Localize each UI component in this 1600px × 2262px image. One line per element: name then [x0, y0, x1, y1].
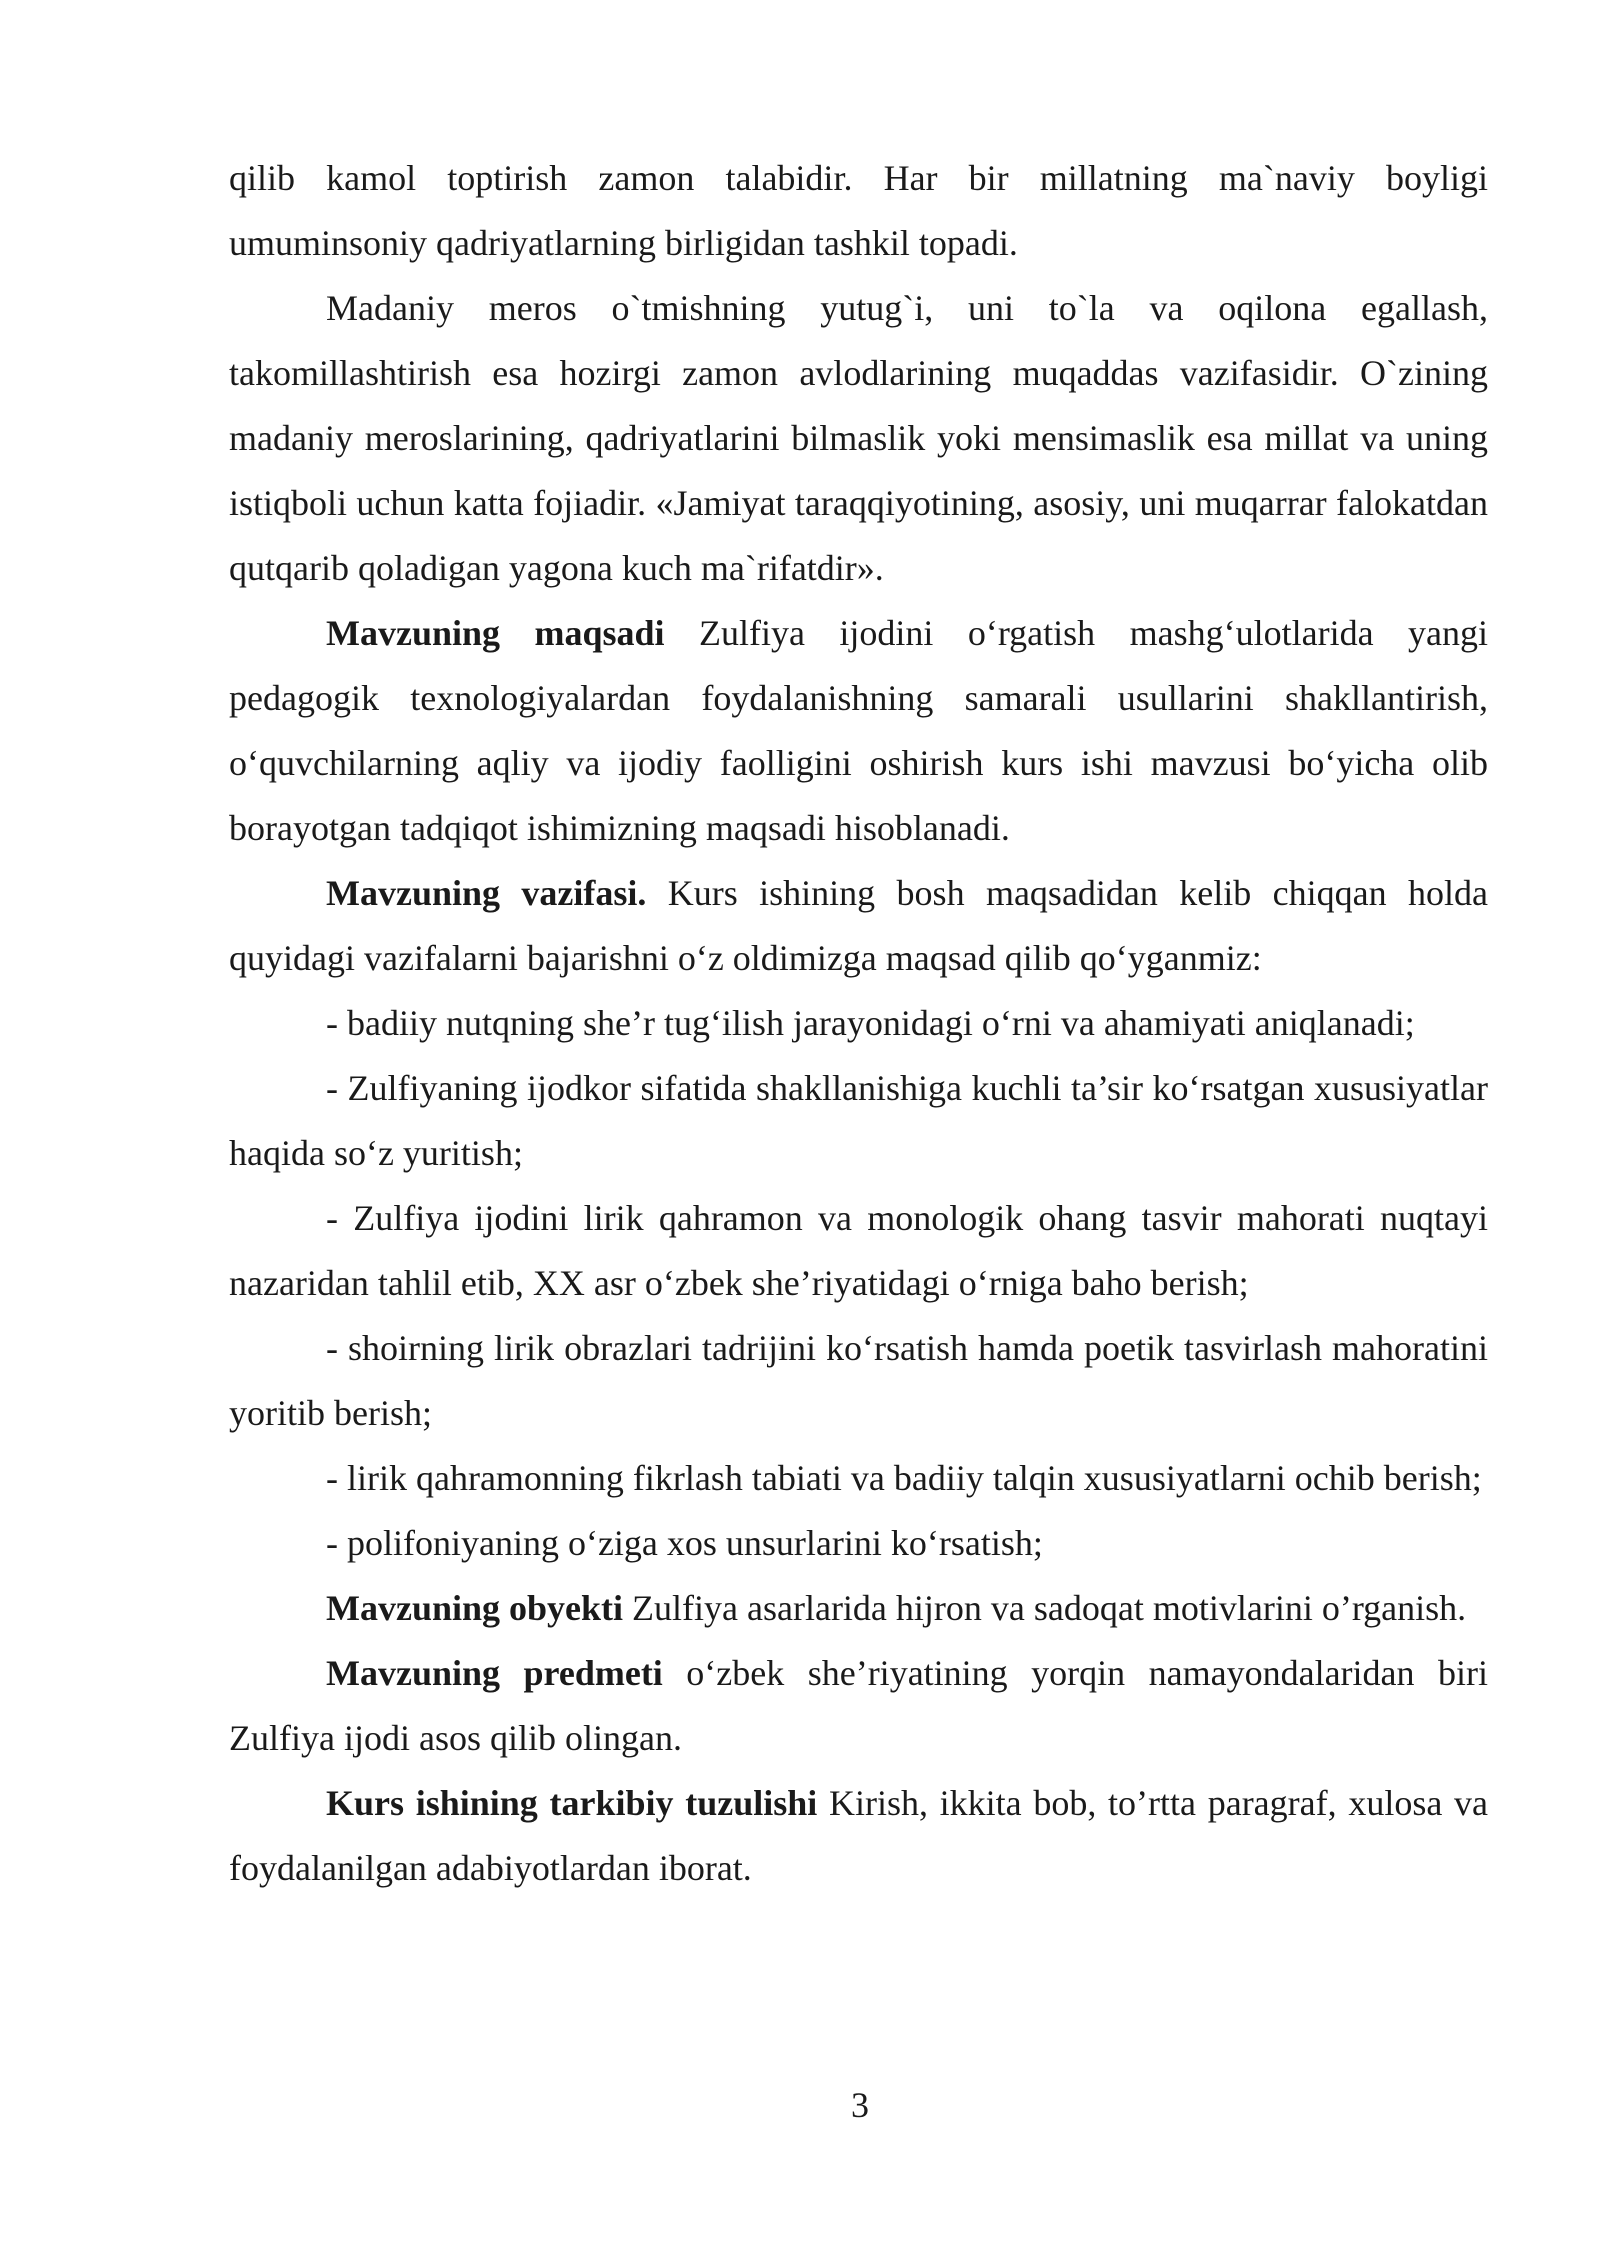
paragraph-heading: Kurs ishining tarkibiy tuzulishi [326, 1783, 818, 1823]
list-item-task [229, 1186, 1488, 1316]
paragraph-heading: Mavzuning obyekti [326, 1588, 624, 1628]
paragraph-text: qilib kamol toptirish zamon talabidir. Har bir millatning ma`naviy boyligi umuminsoniy qadriyatlarning birligidan tashkil topadi. [229, 158, 1488, 263]
list-item-text: - Zulfiyaning ijodkor sifatida shakllanishiga kuchli ta’sir ko‘rsatgan xususiyatlar haqida so‘z yuritish; [229, 1068, 1488, 1173]
paragraph-cultural-heritage [229, 276, 1488, 601]
paragraph-topic-tasks [229, 861, 1488, 991]
paragraph-structure [229, 1771, 1488, 1901]
list-item-task [229, 1316, 1488, 1446]
paragraph-text: Kirish, ikkita bob, to’rtta paragraf, xulosa va foydalanilgan adabiyotlardan iborat. [229, 1783, 1488, 1888]
paragraph-text: Zulfiya ijodini o‘rgatish mashg‘ulotlarida yangi pedagogik texnologiyalardan foydalanishning samarali usullarini shakllantirish, o‘quvchilarning aqliy va ijodiy faolligini oshirish kurs ishi mavzusi bo‘yicha olib borayotgan tadqiqot ishimizning maqsadi hisoblanadi. [229, 613, 1488, 848]
list-item-task [229, 1056, 1488, 1186]
paragraph-heading: Mavzuning predmeti [326, 1653, 663, 1693]
list-item-text: - Zulfiya ijodini lirik qahramon va monologik ohang tasvir mahorati nuqtayi nazaridan tahlil etib, XX asr o‘zbek she’riyatidagi o‘rniga baho berish; [229, 1198, 1488, 1303]
paragraph-text: o‘zbek she’riyatining yorqin namayondalaridan biri Zulfiya ijodi asos qilib olingan. [229, 1653, 1488, 1758]
paragraph-text: Kurs ishining bosh maqsadidan kelib chiqqan holda quyidagi vazifalarni bajarishni o‘z oldimizga maqsad qilib qo‘yganmiz: [229, 873, 1488, 978]
paragraph-heading: Mavzuning vazifasi. [326, 873, 647, 913]
body-text [229, 146, 1488, 1901]
list-item-text: - polifoniyaning o‘ziga xos unsurlarini ko‘rsatish; [326, 1523, 1043, 1563]
list-item-text: - lirik qahramonning fikrlash tabiati va badiiy talqin xususiyatlarni ochib berish; [326, 1458, 1482, 1498]
list-item-task [229, 1446, 1488, 1511]
paragraph-heading: Mavzuning maqsadi [326, 613, 665, 653]
page-number: 3 [851, 2085, 869, 2125]
list-item-text: - shoirning lirik obrazlari tadrijini ko‘rsatish hamda poetik tasvirlash mahoratini yoritib berish; [229, 1328, 1488, 1433]
paragraph-topic-subject [229, 1641, 1488, 1771]
list-item-task [229, 1511, 1488, 1576]
paragraph-text: Madaniy meros o`tmishning yutug`i, uni to`la va oqilona egallash, takomillashtirish esa hozirgi zamon avlodlarining muqaddas vazifasidir. O`zining madaniy meroslarining, qadriyatlarini bilmaslik yoki mensimaslik esa millat va uning istiqboli uchun katta fojiadir. «Jamiyat taraqqiyotining, asosiy, uni muqarrar falokatdan qutqarib qoladigan yagona kuch ma`rifatdir». [229, 288, 1488, 588]
paragraph-topic-object [229, 1576, 1488, 1641]
list-item-task [229, 991, 1488, 1056]
list-item-text: - badiiy nutqning she’r tug‘ilish jarayonidagi o‘rni va ahamiyati aniqlanadi; [326, 1003, 1415, 1043]
paragraph-text: Zulfiya asarlarida hijron va sadoqat motivlarini o’rganish. [623, 1588, 1467, 1628]
paragraph-intro-continuation [229, 146, 1488, 276]
paragraph-topic-goal [229, 601, 1488, 861]
